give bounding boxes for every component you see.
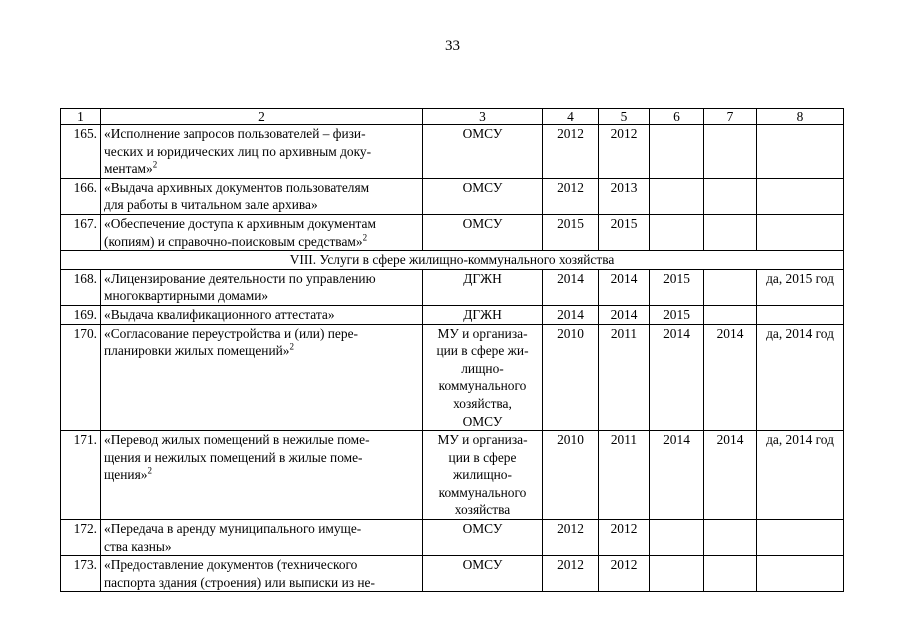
authority-line: ДГЖН <box>463 270 502 286</box>
page-number: 33 <box>445 38 460 54</box>
authority-line: ДГЖН <box>463 306 502 322</box>
year-c8 <box>757 214 844 250</box>
year-c6: 2015 <box>650 269 704 305</box>
year-c8 <box>757 520 844 556</box>
column-number: 6 <box>650 109 704 125</box>
service-name <box>101 324 423 431</box>
year-c6: 2015 <box>650 305 704 324</box>
service-name <box>101 520 423 556</box>
table-row <box>61 214 844 250</box>
section-title: VIII. Услуги в сфере жилищно-коммунального хозяйства <box>61 251 844 270</box>
year-c7 <box>704 305 757 324</box>
row-number: 172. <box>61 520 101 556</box>
table-row <box>61 324 844 431</box>
authority-line: ОМСУ <box>462 557 503 573</box>
column-number: 4 <box>543 109 599 125</box>
year-c7: 2014 <box>704 431 757 520</box>
authority <box>423 125 543 179</box>
column-number: 1 <box>61 109 101 125</box>
year-c5: 2011 <box>599 431 650 520</box>
row-number: 165. <box>61 125 101 179</box>
service-name-line: «Лицензирование деятельности по управлению <box>104 270 376 286</box>
authority-line: жилищно- <box>453 467 512 483</box>
service-name <box>101 125 423 179</box>
service-name <box>101 178 423 214</box>
year-c7: 2014 <box>704 324 757 431</box>
authority <box>423 431 543 520</box>
table-row <box>61 125 844 179</box>
authority <box>423 178 543 214</box>
year-c4: 2012 <box>543 178 599 214</box>
year-c8 <box>757 125 844 179</box>
service-name <box>101 305 423 324</box>
table-row <box>61 431 844 520</box>
authority <box>423 269 543 305</box>
year-c7 <box>704 125 757 179</box>
year-c7 <box>704 269 757 305</box>
service-name-line: ческих и юридических лиц по архивным доку- <box>104 143 372 159</box>
column-number: 7 <box>704 109 757 125</box>
year-c4: 2012 <box>543 520 599 556</box>
year-c8: да, 2015 год <box>757 269 844 305</box>
service-name <box>101 269 423 305</box>
authority-line: хозяйства <box>454 502 511 518</box>
year-c4: 2010 <box>543 324 599 431</box>
year-c5: 2012 <box>599 520 650 556</box>
year-c8 <box>757 178 844 214</box>
authority-line: коммунального <box>438 378 527 394</box>
services-table <box>60 108 844 592</box>
service-name-line: «Перевод жилых помещений в нежилые поме- <box>104 432 370 448</box>
service-name-line: для работы в читальном зале архива» <box>104 197 318 213</box>
service-name <box>101 556 423 592</box>
table-row <box>61 520 844 556</box>
year-c5: 2012 <box>599 556 650 592</box>
row-number: 169. <box>61 305 101 324</box>
authority-line: лищно- <box>461 360 504 376</box>
year-c6 <box>650 178 704 214</box>
year-c4: 2010 <box>543 431 599 520</box>
table-row <box>61 305 844 324</box>
service-name-line: ства казны» <box>104 538 172 554</box>
service-name-line: щения»$^2$ <box>104 465 152 483</box>
service-name-line: щения и нежилых помещений в жилые поме- <box>104 449 363 465</box>
year-c5: 2013 <box>599 178 650 214</box>
year-c6 <box>650 214 704 250</box>
column-number-row <box>61 109 844 125</box>
service-name <box>101 431 423 520</box>
year-c4: 2012 <box>543 125 599 179</box>
service-name-line: «Выдача архивных документов пользователям <box>104 179 370 195</box>
year-c8: да, 2014 год <box>757 324 844 431</box>
row-number: 167. <box>61 214 101 250</box>
service-name-line: (копиям) и справочно-поисковым средствам»$^2$ <box>104 232 368 249</box>
year-c5: 2011 <box>599 324 650 431</box>
section-row <box>61 251 844 270</box>
year-c6 <box>650 520 704 556</box>
footnote-marker: 2 <box>147 465 152 476</box>
authority-line: ции в сфере <box>448 449 517 465</box>
authority <box>423 556 543 592</box>
authority-line: МУ и организа- <box>437 325 528 341</box>
year-c8 <box>757 305 844 324</box>
row-number: 166. <box>61 178 101 214</box>
authority-line: коммунального <box>438 484 527 500</box>
footnote-marker: 2 <box>152 159 158 170</box>
year-c4: 2015 <box>543 214 599 250</box>
year-c8: да, 2014 год <box>757 431 844 520</box>
service-name <box>101 214 423 250</box>
authority <box>423 214 543 250</box>
table-row <box>61 269 844 305</box>
year-c5: 2012 <box>599 125 650 179</box>
service-name-line: «Предоставление документов (технического <box>104 557 358 573</box>
table-row <box>61 178 844 214</box>
year-c6 <box>650 125 704 179</box>
year-c6 <box>650 556 704 592</box>
year-c5: 2015 <box>599 214 650 250</box>
service-name-line: «Выдача квалификационного аттестата» <box>104 306 335 322</box>
service-name-line: «Обеспечение доступа к архивным документам <box>104 215 376 231</box>
year-c7 <box>704 520 757 556</box>
table-body <box>61 109 844 592</box>
year-c5: 2014 <box>599 269 650 305</box>
row-number: 173. <box>61 556 101 592</box>
column-number: 8 <box>757 109 844 125</box>
row-number: 168. <box>61 269 101 305</box>
service-name-line: «Согласование переустройства и (или) пере- <box>104 325 358 341</box>
authority-line: МУ и организа- <box>437 432 528 448</box>
column-number: 3 <box>423 109 543 125</box>
row-number: 171. <box>61 431 101 520</box>
year-c7 <box>704 556 757 592</box>
authority <box>423 324 543 431</box>
year-c8 <box>757 556 844 592</box>
column-number: 2 <box>101 109 423 125</box>
year-c6: 2014 <box>650 431 704 520</box>
year-c4: 2014 <box>543 305 599 324</box>
year-c6: 2014 <box>650 324 704 431</box>
service-name-line: паспорта здания (строения) или выписки из не- <box>104 574 375 590</box>
authority-line: ции в сфере жи- <box>436 343 529 359</box>
footnote-marker: 2 <box>362 232 368 243</box>
authority-line: ОМСУ <box>462 126 503 141</box>
authority-line: ОМСУ <box>462 179 503 195</box>
row-number: 170. <box>61 324 101 431</box>
year-c7 <box>704 214 757 250</box>
year-c7 <box>704 178 757 214</box>
year-c4: 2012 <box>543 556 599 592</box>
authority-line: ОМСУ <box>462 521 503 537</box>
column-number: 5 <box>599 109 650 125</box>
authority <box>423 520 543 556</box>
footnote-marker: 2 <box>289 341 294 352</box>
year-c4: 2014 <box>543 269 599 305</box>
authority-line: ОМСУ <box>462 215 503 231</box>
year-c5: 2014 <box>599 305 650 324</box>
table-row <box>61 556 844 592</box>
service-name-line: «Исполнение запросов пользователей – физи- <box>104 126 366 141</box>
service-name-line: многоквартирными домами» <box>104 288 269 304</box>
authority-line: хозяйства, <box>453 395 512 411</box>
service-name-line: «Передача в аренду муниципального имуще- <box>104 521 362 537</box>
service-name-line: планировки жилых помещений»$^2$ <box>104 341 294 359</box>
service-name-line: ментам»$^2$ <box>104 159 158 177</box>
authority <box>423 305 543 324</box>
authority-line: ОМСУ <box>462 413 503 429</box>
